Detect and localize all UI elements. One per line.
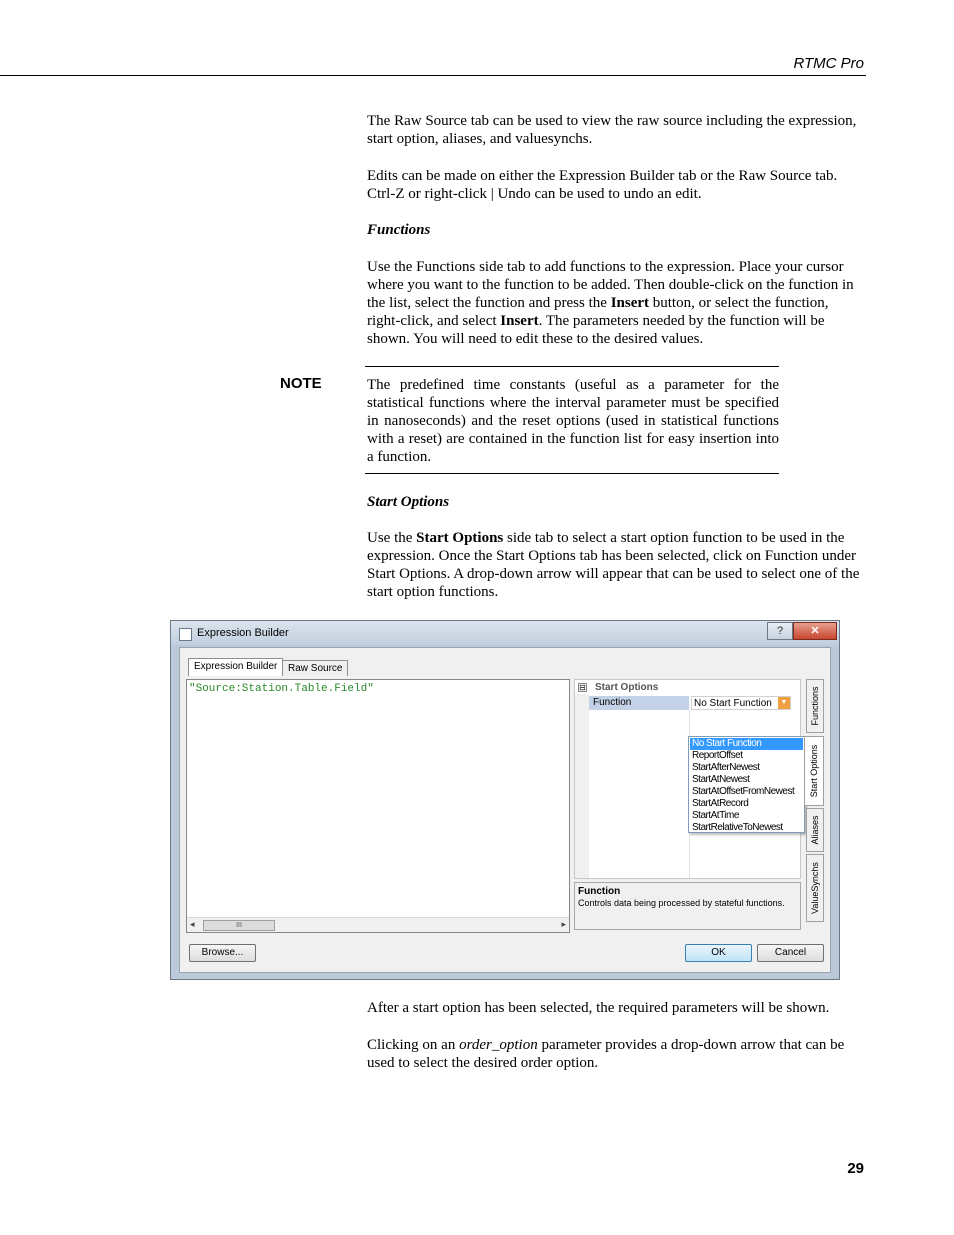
functions-heading: Functions xyxy=(367,222,431,238)
dropdown-item[interactable]: No Start Function xyxy=(690,738,803,750)
side-tab-label: Aliases xyxy=(810,815,820,845)
functions-text-1: Use the Functions side tab to add functions to the expression. Place your cursor where you want to the function to be added. Then double-click on the function in the list, select the function and press the xyxy=(367,259,854,311)
grid-margin xyxy=(575,694,589,878)
property-function[interactable]: Function xyxy=(589,696,689,710)
dropdown-item[interactable]: StartAtTime xyxy=(692,810,739,821)
ok-button[interactable]: OK xyxy=(685,944,752,962)
side-tab-functions[interactable] xyxy=(806,679,824,733)
side-tab-label: Functions xyxy=(810,686,820,726)
cancel-button[interactable]: Cancel xyxy=(757,944,824,962)
expression-editor[interactable] xyxy=(186,679,570,933)
note-box xyxy=(365,366,779,474)
description-panel xyxy=(574,882,801,930)
paragraph-after-selection xyxy=(367,999,865,1017)
browse-button[interactable]: Browse... xyxy=(189,944,256,962)
dropdown-item[interactable]: StartAtNewest xyxy=(692,774,750,785)
dropdown-item[interactable]: StartRelativeToNewest xyxy=(692,822,783,833)
dropdown-item[interactable]: StartAfterNewest xyxy=(692,762,760,773)
dialog-title: Expression Builder xyxy=(197,627,289,639)
insert-bold-1: Insert xyxy=(610,295,650,311)
raw-source-text: The Raw Source tab can be used to view the raw source including the expression, start option, aliases, and valuesynchs. xyxy=(367,113,857,147)
order-option-italic: order_option xyxy=(459,1037,538,1053)
help-button[interactable]: ? xyxy=(767,622,793,640)
description-title: Function xyxy=(578,886,621,897)
running-header: RTMC Pro xyxy=(793,55,864,72)
side-tab-aliases[interactable] xyxy=(806,808,824,852)
dropdown-item[interactable]: StartAtOffsetFromNewest xyxy=(692,786,795,797)
start-options-heading: Start Options xyxy=(367,494,450,510)
tab-expression-builder[interactable]: Expression Builder xyxy=(188,658,283,676)
paragraph-functions xyxy=(367,258,865,348)
insert-bold-2: Insert xyxy=(500,313,539,329)
order-text-1: Clicking on an xyxy=(367,1037,460,1053)
scroll-thumb[interactable]: III xyxy=(203,920,275,931)
start-options-bold: Start Options xyxy=(416,530,504,546)
paragraph-order-option xyxy=(367,1036,865,1072)
note-text: The predefined time constants (useful as a parameter for the statistical functions where the interval parameter must be specified in nanoseconds) and the reset options (used in statistical functions with a reset) are contained in the function list for easy insertion into a function. xyxy=(367,377,779,465)
page-number: 29 xyxy=(847,1160,864,1177)
edits-text: Edits can be made on either the Expression Builder tab or the Raw Source tab. Ctrl-Z or right-click | Undo can be used to undo an edit. xyxy=(367,168,838,202)
side-tab-valuesynchs[interactable] xyxy=(806,854,824,922)
dropdown-item[interactable]: ReportOffset xyxy=(692,750,743,761)
order-text-2: parameter provides a drop-down arrow that can be used to select the desired order option. xyxy=(367,1037,845,1071)
note-label: NOTE xyxy=(280,375,322,392)
start-text-2: side tab to select a start option function to be used in the expression. Once the Start Options tab has been selected, click on Function under Start Options. A drop-down arrow will appear that can be used to select one of the start option functions. xyxy=(367,530,860,600)
paragraph-start-options xyxy=(367,529,865,601)
paragraph-edits xyxy=(367,167,865,203)
scroll-left-icon[interactable]: ◂ xyxy=(190,919,195,929)
description-text: Controls data being processed by stateful functions. xyxy=(578,898,785,908)
scroll-right-icon[interactable]: ▸ xyxy=(561,919,566,929)
paragraph-raw-source xyxy=(367,112,865,148)
dialog-titlebar xyxy=(171,621,839,645)
dialog-body xyxy=(179,647,831,973)
property-function-value[interactable] xyxy=(691,696,791,710)
start-text-1: Use the xyxy=(367,530,417,546)
expression-text: "Source:Station.Table.Field" xyxy=(189,683,374,695)
dropdown-arrow-icon[interactable]: ▼ xyxy=(778,697,790,709)
window-icon xyxy=(179,628,192,641)
header-rule xyxy=(0,75,866,76)
property-value-text: No Start Function xyxy=(694,698,772,709)
expression-builder-dialog xyxy=(170,620,840,980)
tab-raw-source[interactable]: Raw Source xyxy=(282,660,348,676)
functions-text-2: button, or select the function, right-click, and select xyxy=(367,295,829,329)
dropdown-item[interactable]: StartAtRecord xyxy=(692,798,749,809)
side-tab-start-options[interactable] xyxy=(804,736,824,806)
category-start-options: Start Options xyxy=(595,682,659,693)
side-tab-label: ValueSynchs xyxy=(810,862,820,914)
horizontal-scrollbar[interactable] xyxy=(187,917,569,932)
collapse-icon[interactable]: ⊟ xyxy=(579,683,586,692)
side-tab-label: Start Options xyxy=(809,744,819,798)
close-button[interactable]: ✕ xyxy=(793,622,837,640)
functions-text-3: . The parameters needed by the function will be shown. You will need to edit these to the desired values. xyxy=(367,313,825,347)
start-function-dropdown xyxy=(688,736,805,833)
after-text: After a start option has been selected, the required parameters will be shown. xyxy=(367,1000,830,1016)
